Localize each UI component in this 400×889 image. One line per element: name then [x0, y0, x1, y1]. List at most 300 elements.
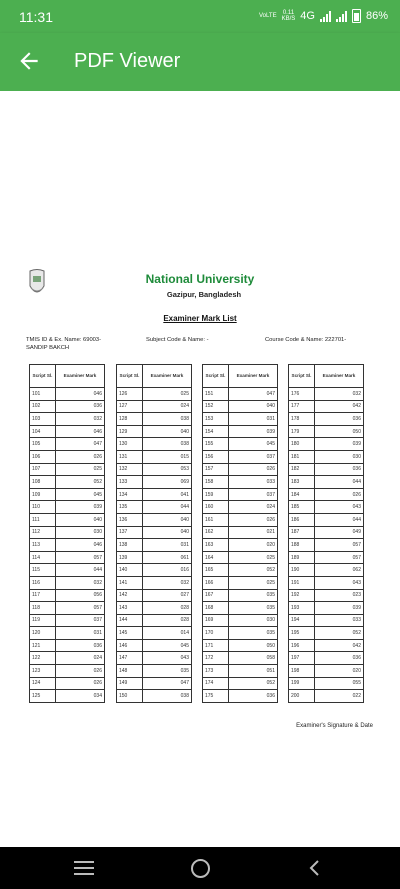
script-number: 159 [203, 488, 229, 501]
examiner-mark: 035 [143, 665, 192, 678]
script-number: 116 [30, 576, 56, 589]
table-row [117, 388, 192, 401]
script-number: 171 [203, 639, 229, 652]
examiner-mark: 044 [56, 564, 105, 577]
examiner-mark: 038 [143, 413, 192, 426]
script-number: 150 [117, 690, 143, 703]
script-number: 167 [203, 589, 229, 602]
table-row [203, 576, 278, 589]
table-row [30, 639, 105, 652]
script-number: 188 [289, 539, 315, 552]
script-number: 154 [203, 425, 229, 438]
table-row [289, 488, 364, 501]
table-row [117, 413, 192, 426]
mark-table [288, 364, 364, 703]
table-row [289, 652, 364, 665]
script-number: 174 [203, 677, 229, 690]
table-row [203, 690, 278, 703]
script-number: 125 [30, 690, 56, 703]
table-row [30, 627, 105, 640]
column-header-mark: Examiner Mark [56, 365, 105, 388]
table-row [117, 639, 192, 652]
script-number: 191 [289, 576, 315, 589]
table-row [289, 539, 364, 552]
script-number: 137 [117, 526, 143, 539]
script-number: 193 [289, 602, 315, 615]
table-row [30, 425, 105, 438]
script-number: 101 [30, 388, 56, 401]
script-number: 190 [289, 564, 315, 577]
script-number: 124 [30, 677, 56, 690]
table-row [203, 463, 278, 476]
examiner-mark: 040 [143, 425, 192, 438]
examiner-mark: 030 [315, 450, 364, 463]
table-row [117, 677, 192, 690]
examiner-mark: 022 [315, 690, 364, 703]
script-number: 111 [30, 513, 56, 526]
signature-label: Examiner's Signature & Date [296, 723, 373, 729]
table-row [117, 400, 192, 413]
examiner-mark: 062 [315, 564, 364, 577]
script-number: 108 [30, 476, 56, 489]
script-number: 119 [30, 614, 56, 627]
examiner-mark: 039 [56, 501, 105, 514]
table-row [289, 463, 364, 476]
table-row [30, 602, 105, 615]
column-header-mark: Examiner Mark [229, 365, 278, 388]
signal-icon [320, 11, 331, 22]
script-number: 164 [203, 551, 229, 564]
table-row [203, 539, 278, 552]
script-number: 107 [30, 463, 56, 476]
course-info: Course Code & Name: 222701- [265, 337, 347, 343]
script-number: 178 [289, 413, 315, 426]
table-row [289, 576, 364, 589]
script-number: 196 [289, 639, 315, 652]
script-number: 158 [203, 476, 229, 489]
examiner-mark: 038 [143, 438, 192, 451]
table-row [30, 413, 105, 426]
examiner-mark: 016 [143, 564, 192, 577]
script-number: 141 [117, 576, 143, 589]
examiner-mark: 040 [143, 526, 192, 539]
examiner-mark: 026 [56, 677, 105, 690]
examiner-mark: 035 [229, 627, 278, 640]
table-row [30, 513, 105, 526]
examiner-mark: 051 [229, 665, 278, 678]
examiner-mark: 032 [143, 576, 192, 589]
table-row [289, 501, 364, 514]
column-header-script: Script Sl. [203, 365, 229, 388]
examiner-mark: 042 [315, 639, 364, 652]
examiner-mark: 044 [315, 513, 364, 526]
table-row [117, 463, 192, 476]
home-icon[interactable] [191, 859, 210, 878]
script-number: 184 [289, 488, 315, 501]
table-row [117, 576, 192, 589]
script-number: 181 [289, 450, 315, 463]
script-number: 148 [117, 665, 143, 678]
column-header-mark: Examiner Mark [143, 365, 192, 388]
examiner-mark: 024 [143, 400, 192, 413]
table-row [30, 551, 105, 564]
script-number: 149 [117, 677, 143, 690]
examiner-mark: 045 [56, 488, 105, 501]
examiner-mark: 057 [315, 539, 364, 552]
table-row [289, 513, 364, 526]
script-number: 123 [30, 665, 56, 678]
subject-info: Subject Code & Name: - [146, 337, 209, 343]
script-number: 156 [203, 450, 229, 463]
script-number: 180 [289, 438, 315, 451]
battery-icon [352, 9, 361, 23]
table-row [203, 413, 278, 426]
examiner-mark: 057 [56, 551, 105, 564]
script-number: 134 [117, 488, 143, 501]
examiner-mark: 026 [229, 513, 278, 526]
examiner-mark: 030 [229, 614, 278, 627]
script-number: 169 [203, 614, 229, 627]
script-number: 177 [289, 400, 315, 413]
mark-table [116, 364, 192, 703]
status-bar [0, 0, 400, 33]
examiner-mark: 055 [315, 677, 364, 690]
table-row [117, 513, 192, 526]
table-row [203, 388, 278, 401]
data-rate-unit: KB/S [281, 16, 296, 22]
script-number: 140 [117, 564, 143, 577]
examiner-mark: 023 [315, 589, 364, 602]
table-row [30, 665, 105, 678]
table-row [289, 450, 364, 463]
examiner-mark: 015 [143, 450, 192, 463]
examiner-mark: 024 [229, 501, 278, 514]
table-row [30, 400, 105, 413]
examiner-mark: 052 [229, 564, 278, 577]
table-row [30, 652, 105, 665]
battery-level: 86% [365, 10, 388, 22]
table-row [289, 438, 364, 451]
examiner-mark: 049 [315, 526, 364, 539]
table-row [289, 665, 364, 678]
table-row [30, 690, 105, 703]
table-row [117, 665, 192, 678]
script-number: 143 [117, 602, 143, 615]
table-row [117, 438, 192, 451]
examiner-mark: 026 [56, 450, 105, 463]
table-row [30, 564, 105, 577]
script-number: 130 [117, 438, 143, 451]
examiner-mark: 024 [56, 652, 105, 665]
examiner-mark: 052 [229, 677, 278, 690]
tmis-label: TMIS ID & Ex. Name: 69003- [26, 337, 102, 343]
examiner-mark: 031 [229, 413, 278, 426]
examiner-mark: 058 [229, 652, 278, 665]
script-number: 162 [203, 526, 229, 539]
script-number: 144 [117, 614, 143, 627]
examiner-mark: 036 [315, 413, 364, 426]
table-row [203, 526, 278, 539]
script-number: 176 [289, 388, 315, 401]
table-row [117, 589, 192, 602]
table-row [289, 639, 364, 652]
examiner-mark: 026 [56, 665, 105, 678]
table-row [117, 627, 192, 640]
table-row [117, 526, 192, 539]
examiner-mark: 057 [56, 602, 105, 615]
script-number: 129 [117, 425, 143, 438]
examiner-mark: 069 [143, 476, 192, 489]
examiner-mark: 037 [56, 614, 105, 627]
script-number: 126 [117, 388, 143, 401]
examiner-mark: 042 [315, 400, 364, 413]
script-number: 153 [203, 413, 229, 426]
script-number: 194 [289, 614, 315, 627]
examiner-mark: 037 [229, 450, 278, 463]
examiner-mark: 050 [315, 425, 364, 438]
examiner-mark: 040 [56, 513, 105, 526]
table-row [203, 438, 278, 451]
signal-icon-sim2 [336, 11, 347, 22]
script-number: 128 [117, 413, 143, 426]
script-number: 170 [203, 627, 229, 640]
script-number: 127 [117, 400, 143, 413]
table-row [289, 413, 364, 426]
table-row [117, 476, 192, 489]
script-number: 105 [30, 438, 56, 451]
table-row [117, 425, 192, 438]
script-number: 168 [203, 602, 229, 615]
examiner-mark: 032 [56, 576, 105, 589]
pdf-page[interactable] [0, 91, 400, 847]
script-number: 142 [117, 589, 143, 602]
examiner-mark: 047 [143, 677, 192, 690]
script-number: 102 [30, 400, 56, 413]
table-row [30, 488, 105, 501]
table-row [289, 476, 364, 489]
app-title: PDF Viewer [74, 50, 181, 72]
back-arrow-icon[interactable] [16, 48, 42, 74]
examiner-mark: 031 [143, 539, 192, 552]
script-number: 131 [117, 450, 143, 463]
table-row [203, 476, 278, 489]
examiner-mark: 030 [56, 526, 105, 539]
script-number: 197 [289, 652, 315, 665]
examiner-mark: 056 [56, 589, 105, 602]
script-number: 132 [117, 463, 143, 476]
column-header-script: Script Sl. [289, 365, 315, 388]
script-number: 145 [117, 627, 143, 640]
table-row [30, 589, 105, 602]
university-location: Gazipur, Bangladesh [166, 290, 242, 299]
table-row [203, 488, 278, 501]
script-number: 133 [117, 476, 143, 489]
table-row [30, 614, 105, 627]
network-type: 4G [300, 10, 315, 22]
script-number: 179 [289, 425, 315, 438]
examiner-mark: 047 [229, 388, 278, 401]
table-row [117, 614, 192, 627]
script-number: 152 [203, 400, 229, 413]
examiner-mark: 028 [143, 602, 192, 615]
script-number: 109 [30, 488, 56, 501]
examiner-mark: 036 [315, 652, 364, 665]
examiner-mark: 039 [315, 438, 364, 451]
table-row [117, 501, 192, 514]
table-row [117, 564, 192, 577]
table-row [117, 450, 192, 463]
script-number: 175 [203, 690, 229, 703]
examiner-mark: 031 [56, 627, 105, 640]
table-row [289, 564, 364, 577]
examiner-mark: 032 [315, 388, 364, 401]
table-header-row [117, 365, 192, 388]
script-number: 120 [30, 627, 56, 640]
script-number: 138 [117, 539, 143, 552]
script-number: 182 [289, 463, 315, 476]
table-row [30, 539, 105, 552]
script-number: 195 [289, 627, 315, 640]
table-row [203, 425, 278, 438]
table-row [289, 614, 364, 627]
table-row [117, 652, 192, 665]
table-row [30, 438, 105, 451]
examiner-mark: 036 [315, 463, 364, 476]
table-row [203, 400, 278, 413]
script-number: 110 [30, 501, 56, 514]
examiner-mark: 020 [229, 539, 278, 552]
script-number: 172 [203, 652, 229, 665]
table-row [30, 576, 105, 589]
examiner-mark: 035 [229, 602, 278, 615]
table-row [117, 690, 192, 703]
examiner-mark: 039 [229, 425, 278, 438]
examiner-mark: 046 [56, 425, 105, 438]
script-number: 161 [203, 513, 229, 526]
column-header-script: Script Sl. [117, 365, 143, 388]
examiner-mark: 045 [229, 438, 278, 451]
examiner-mark: 043 [315, 501, 364, 514]
table-row [30, 450, 105, 463]
table-row [117, 551, 192, 564]
examiner-mark: 041 [143, 488, 192, 501]
volte-label: VoLTE [259, 13, 277, 19]
table-row [203, 677, 278, 690]
script-number: 103 [30, 413, 56, 426]
script-number: 160 [203, 501, 229, 514]
script-number: 151 [203, 388, 229, 401]
table-row [30, 476, 105, 489]
script-number: 147 [117, 652, 143, 665]
examiner-mark: 050 [229, 639, 278, 652]
table-row [203, 639, 278, 652]
back-icon[interactable] [305, 859, 325, 877]
table-row [203, 665, 278, 678]
examiner-name: SANDIP BAKCH [26, 345, 70, 351]
examiner-mark: 040 [143, 513, 192, 526]
examiner-mark: 025 [229, 576, 278, 589]
examiner-mark: 025 [229, 551, 278, 564]
table-row [30, 463, 105, 476]
table-row [289, 677, 364, 690]
mark-table [202, 364, 278, 703]
examiner-mark: 026 [315, 488, 364, 501]
table-row [289, 425, 364, 438]
table-row [117, 602, 192, 615]
examiner-mark: 044 [143, 501, 192, 514]
data-rate-value: 0.11 [282, 10, 295, 16]
script-number: 189 [289, 551, 315, 564]
script-number: 106 [30, 450, 56, 463]
column-header-script: Script Sl. [30, 365, 56, 388]
table-row [30, 526, 105, 539]
table-row [289, 551, 364, 564]
script-number: 155 [203, 438, 229, 451]
script-number: 122 [30, 652, 56, 665]
column-header-mark: Examiner Mark [315, 365, 364, 388]
examiner-mark: 039 [315, 602, 364, 615]
examiner-mark: 061 [143, 551, 192, 564]
examiner-mark: 033 [229, 476, 278, 489]
examiner-mark: 053 [143, 463, 192, 476]
examiner-mark: 014 [143, 627, 192, 640]
script-number: 183 [289, 476, 315, 489]
examiner-mark: 021 [229, 526, 278, 539]
script-number: 200 [289, 690, 315, 703]
script-number: 187 [289, 526, 315, 539]
examiner-mark: 028 [143, 614, 192, 627]
examiner-mark: 027 [143, 589, 192, 602]
status-icons [259, 9, 388, 23]
table-row [203, 551, 278, 564]
examiner-mark: 045 [143, 639, 192, 652]
script-number: 185 [289, 501, 315, 514]
examiner-mark: 025 [143, 388, 192, 401]
recent-apps-icon[interactable] [74, 861, 94, 875]
table-row [203, 564, 278, 577]
examiner-mark: 057 [315, 551, 364, 564]
table-row [117, 488, 192, 501]
examiner-mark: 043 [315, 576, 364, 589]
table-row [203, 501, 278, 514]
data-rate [282, 10, 296, 22]
table-header-row [30, 365, 105, 388]
examiner-mark: 032 [56, 413, 105, 426]
script-number: 118 [30, 602, 56, 615]
examiner-mark: 036 [56, 639, 105, 652]
script-number: 113 [30, 539, 56, 552]
list-title: Examiner Mark List [163, 314, 237, 323]
examiner-mark: 037 [229, 488, 278, 501]
examiner-mark: 020 [315, 665, 364, 678]
table-row [203, 450, 278, 463]
table-row [117, 539, 192, 552]
examiner-mark: 052 [56, 476, 105, 489]
table-row [203, 614, 278, 627]
script-number: 136 [117, 513, 143, 526]
table-row [289, 400, 364, 413]
examiner-mark: 046 [56, 388, 105, 401]
examiner-mark: 036 [56, 400, 105, 413]
examiner-mark: 040 [229, 400, 278, 413]
examiner-mark: 043 [143, 652, 192, 665]
script-number: 165 [203, 564, 229, 577]
examiner-mark: 035 [229, 589, 278, 602]
script-number: 157 [203, 463, 229, 476]
university-name: National University [145, 272, 255, 286]
navigation-bar [0, 847, 400, 889]
table-row [30, 677, 105, 690]
